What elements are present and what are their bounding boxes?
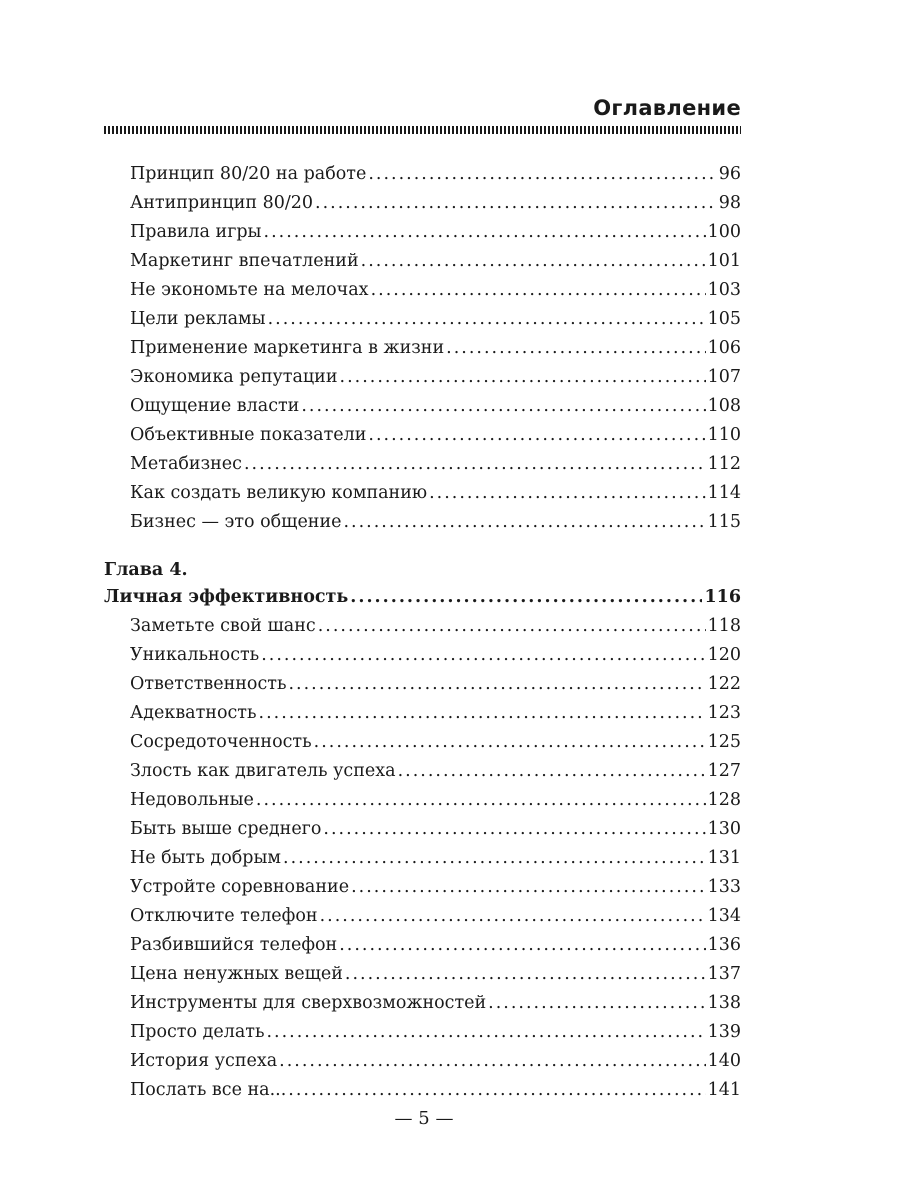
- toc-entry-title: Цели рекламы: [130, 309, 266, 329]
- dot-leader: [283, 844, 706, 873]
- toc-entry-page-number: 114: [707, 483, 741, 503]
- toc-entry-title: Разбившийся телефон: [130, 935, 338, 955]
- toc-entry-title: Недовольные: [130, 790, 254, 810]
- toc-section-continued: [104, 160, 741, 537]
- toc-entry-page-number: 130: [707, 819, 741, 839]
- toc-entry-title: История успеха: [130, 1051, 278, 1071]
- toc-entry: [104, 479, 741, 508]
- toc-entry-title: Отключите телефон: [130, 906, 318, 926]
- toc-entry-page-number: 103: [707, 280, 741, 300]
- toc-entry-title: Быть выше среднего: [130, 819, 322, 839]
- toc-entry: [104, 989, 741, 1018]
- toc-entry-page-number: 136: [707, 935, 741, 955]
- dot-leader: [268, 305, 706, 334]
- toc-entry-title: Просто делать: [130, 1022, 265, 1042]
- dot-leader: [314, 728, 706, 757]
- toc-entry-title: Послать все на...: [130, 1080, 287, 1100]
- toc-entry-title: Правила игры: [130, 222, 262, 242]
- toc-entry-title: Принцип 80/20 на работе: [130, 164, 367, 184]
- toc-entry: [104, 421, 741, 450]
- dot-leader: [368, 160, 716, 189]
- dot-leader: [318, 612, 706, 641]
- toc-entry-page-number: 140: [707, 1051, 741, 1071]
- dot-leader: [320, 902, 706, 931]
- toc-entry: [104, 641, 741, 670]
- toc-entry-title: Инструменты для сверхвозможностей: [130, 993, 487, 1013]
- dot-leader: [345, 960, 706, 989]
- dot-leader: [244, 450, 706, 479]
- toc-entry-title: Адекватность: [130, 703, 257, 723]
- toc-entry-page-number: 128: [707, 790, 741, 810]
- toc-entry-title: Сосредоточенность: [130, 732, 312, 752]
- dot-leader: [351, 873, 706, 902]
- dot-leader: [368, 421, 705, 450]
- toc-entry-page-number: 141: [707, 1080, 741, 1100]
- toc-entry-title: Цена ненужных вещей: [130, 964, 343, 984]
- toc-entry-page-number: 133: [707, 877, 741, 897]
- toc-entry: [104, 1018, 741, 1047]
- dot-leader: [256, 786, 706, 815]
- dot-leader: [339, 931, 705, 960]
- dot-leader: [288, 1076, 705, 1105]
- toc-entry: [104, 160, 741, 189]
- toc-entry: [104, 1076, 741, 1105]
- toc-entry: [104, 728, 741, 757]
- toc-entry-title: Как создать великую компанию: [130, 483, 428, 503]
- table-of-contents: [104, 160, 741, 1105]
- toc-entry-title: Бизнес — это общение: [130, 512, 342, 532]
- header-hatched-rule: [104, 126, 741, 134]
- toc-entry-page-number: 131: [707, 848, 741, 868]
- dot-leader: [488, 989, 705, 1018]
- dot-leader: [288, 670, 705, 699]
- toc-entry-title: Метабизнес: [130, 454, 242, 474]
- toc-entry: [104, 305, 741, 334]
- toc-entry: [104, 670, 741, 699]
- toc-entry-page-number: 96: [718, 164, 741, 184]
- toc-entry-page-number: 101: [707, 251, 741, 271]
- toc-entry-title: Устройте соревнование: [130, 877, 350, 897]
- chapter-label: Глава 4.: [104, 560, 188, 580]
- toc-entry-title: Заметьте свой шанс: [130, 616, 316, 636]
- toc-entry-title: Ощущение власти: [130, 396, 300, 416]
- toc-entry: [104, 392, 741, 421]
- toc-entry: [104, 902, 741, 931]
- toc-entry-page-number: 120: [707, 645, 741, 665]
- toc-entry-title: Не экономьте на мелочах: [130, 280, 369, 300]
- toc-entry-page-number: 100: [707, 222, 741, 242]
- toc-entry-page-number: 127: [707, 761, 741, 781]
- toc-entry: [104, 931, 741, 960]
- toc-entry: [104, 189, 741, 218]
- dot-leader: [261, 641, 705, 670]
- toc-entry: [104, 757, 741, 786]
- toc-entry-title: Объективные показатели: [130, 425, 367, 445]
- toc-entry-page-number: 139: [707, 1022, 741, 1042]
- toc-entry-page-number: 112: [707, 454, 741, 474]
- dot-leader: [446, 334, 705, 363]
- toc-entry-title: Маркетинг впечатлений: [130, 251, 359, 271]
- dot-leader: [371, 276, 706, 305]
- toc-entry: [104, 276, 741, 305]
- dot-leader: [301, 392, 705, 421]
- dot-leader: [323, 815, 705, 844]
- toc-entry: [104, 363, 741, 392]
- toc-entry: [104, 960, 741, 989]
- toc-entry: [104, 815, 741, 844]
- toc-entry: [104, 218, 741, 247]
- toc-entry-title: Не быть добрым: [130, 848, 282, 868]
- toc-entry-page-number: 137: [707, 964, 741, 984]
- toc-entry-page-number: 138: [707, 993, 741, 1013]
- toc-entry-title: Злость как двигатель успеха: [130, 761, 396, 781]
- toc-entry: [104, 786, 741, 815]
- dot-leader: [315, 189, 717, 218]
- toc-entry-title: Уникальность: [130, 645, 260, 665]
- toc-entry-page-number: 105: [707, 309, 741, 329]
- dot-leader: [343, 508, 705, 537]
- toc-entry-page-number: 107: [707, 367, 741, 387]
- chapter-page-number: 116: [704, 587, 741, 607]
- toc-entry-page-number: 106: [707, 338, 741, 358]
- toc-entry-title: Экономика репутации: [130, 367, 338, 387]
- dot-leader: [266, 1018, 705, 1047]
- toc-entry-page-number: 108: [707, 396, 741, 416]
- dot-leader: [340, 363, 706, 392]
- toc-entry-title: Антипринцип 80/20: [130, 193, 314, 213]
- toc-entry-page-number: 123: [707, 703, 741, 723]
- toc-entry: [104, 1047, 741, 1076]
- dot-leader: [398, 757, 706, 786]
- toc-entry: [104, 450, 741, 479]
- toc-entry: [104, 873, 741, 902]
- page-number-footer: — 5 —: [394, 1108, 454, 1129]
- toc-entry-page-number: 98: [718, 193, 741, 213]
- dot-leader: [429, 479, 705, 508]
- dot-leader: [259, 699, 706, 728]
- chapter-title: Личная эффективность: [104, 587, 349, 607]
- dot-leader: [279, 1047, 705, 1076]
- dot-leader: [350, 583, 702, 612]
- toc-entry-page-number: 134: [707, 906, 741, 926]
- toc-section-chapter4: [104, 612, 741, 1105]
- dot-leader: [264, 218, 706, 247]
- toc-entry: [104, 699, 741, 728]
- running-header-title: Оглавление: [593, 96, 741, 120]
- toc-entry-page-number: 110: [707, 425, 741, 445]
- toc-entry: [104, 612, 741, 641]
- dot-leader: [361, 247, 706, 276]
- toc-entry-page-number: 125: [707, 732, 741, 752]
- toc-entry: [104, 508, 741, 537]
- toc-entry: [104, 844, 741, 873]
- toc-entry-title: Ответственность: [130, 674, 287, 694]
- toc-entry-title: Применение маркетинга в жизни: [130, 338, 445, 358]
- chapter-title-row: [104, 583, 741, 612]
- toc-entry-page-number: 122: [707, 674, 741, 694]
- toc-entry-page-number: 118: [707, 616, 741, 636]
- toc-entry: [104, 334, 741, 363]
- toc-entry: [104, 247, 741, 276]
- toc-entry-page-number: 115: [707, 512, 741, 532]
